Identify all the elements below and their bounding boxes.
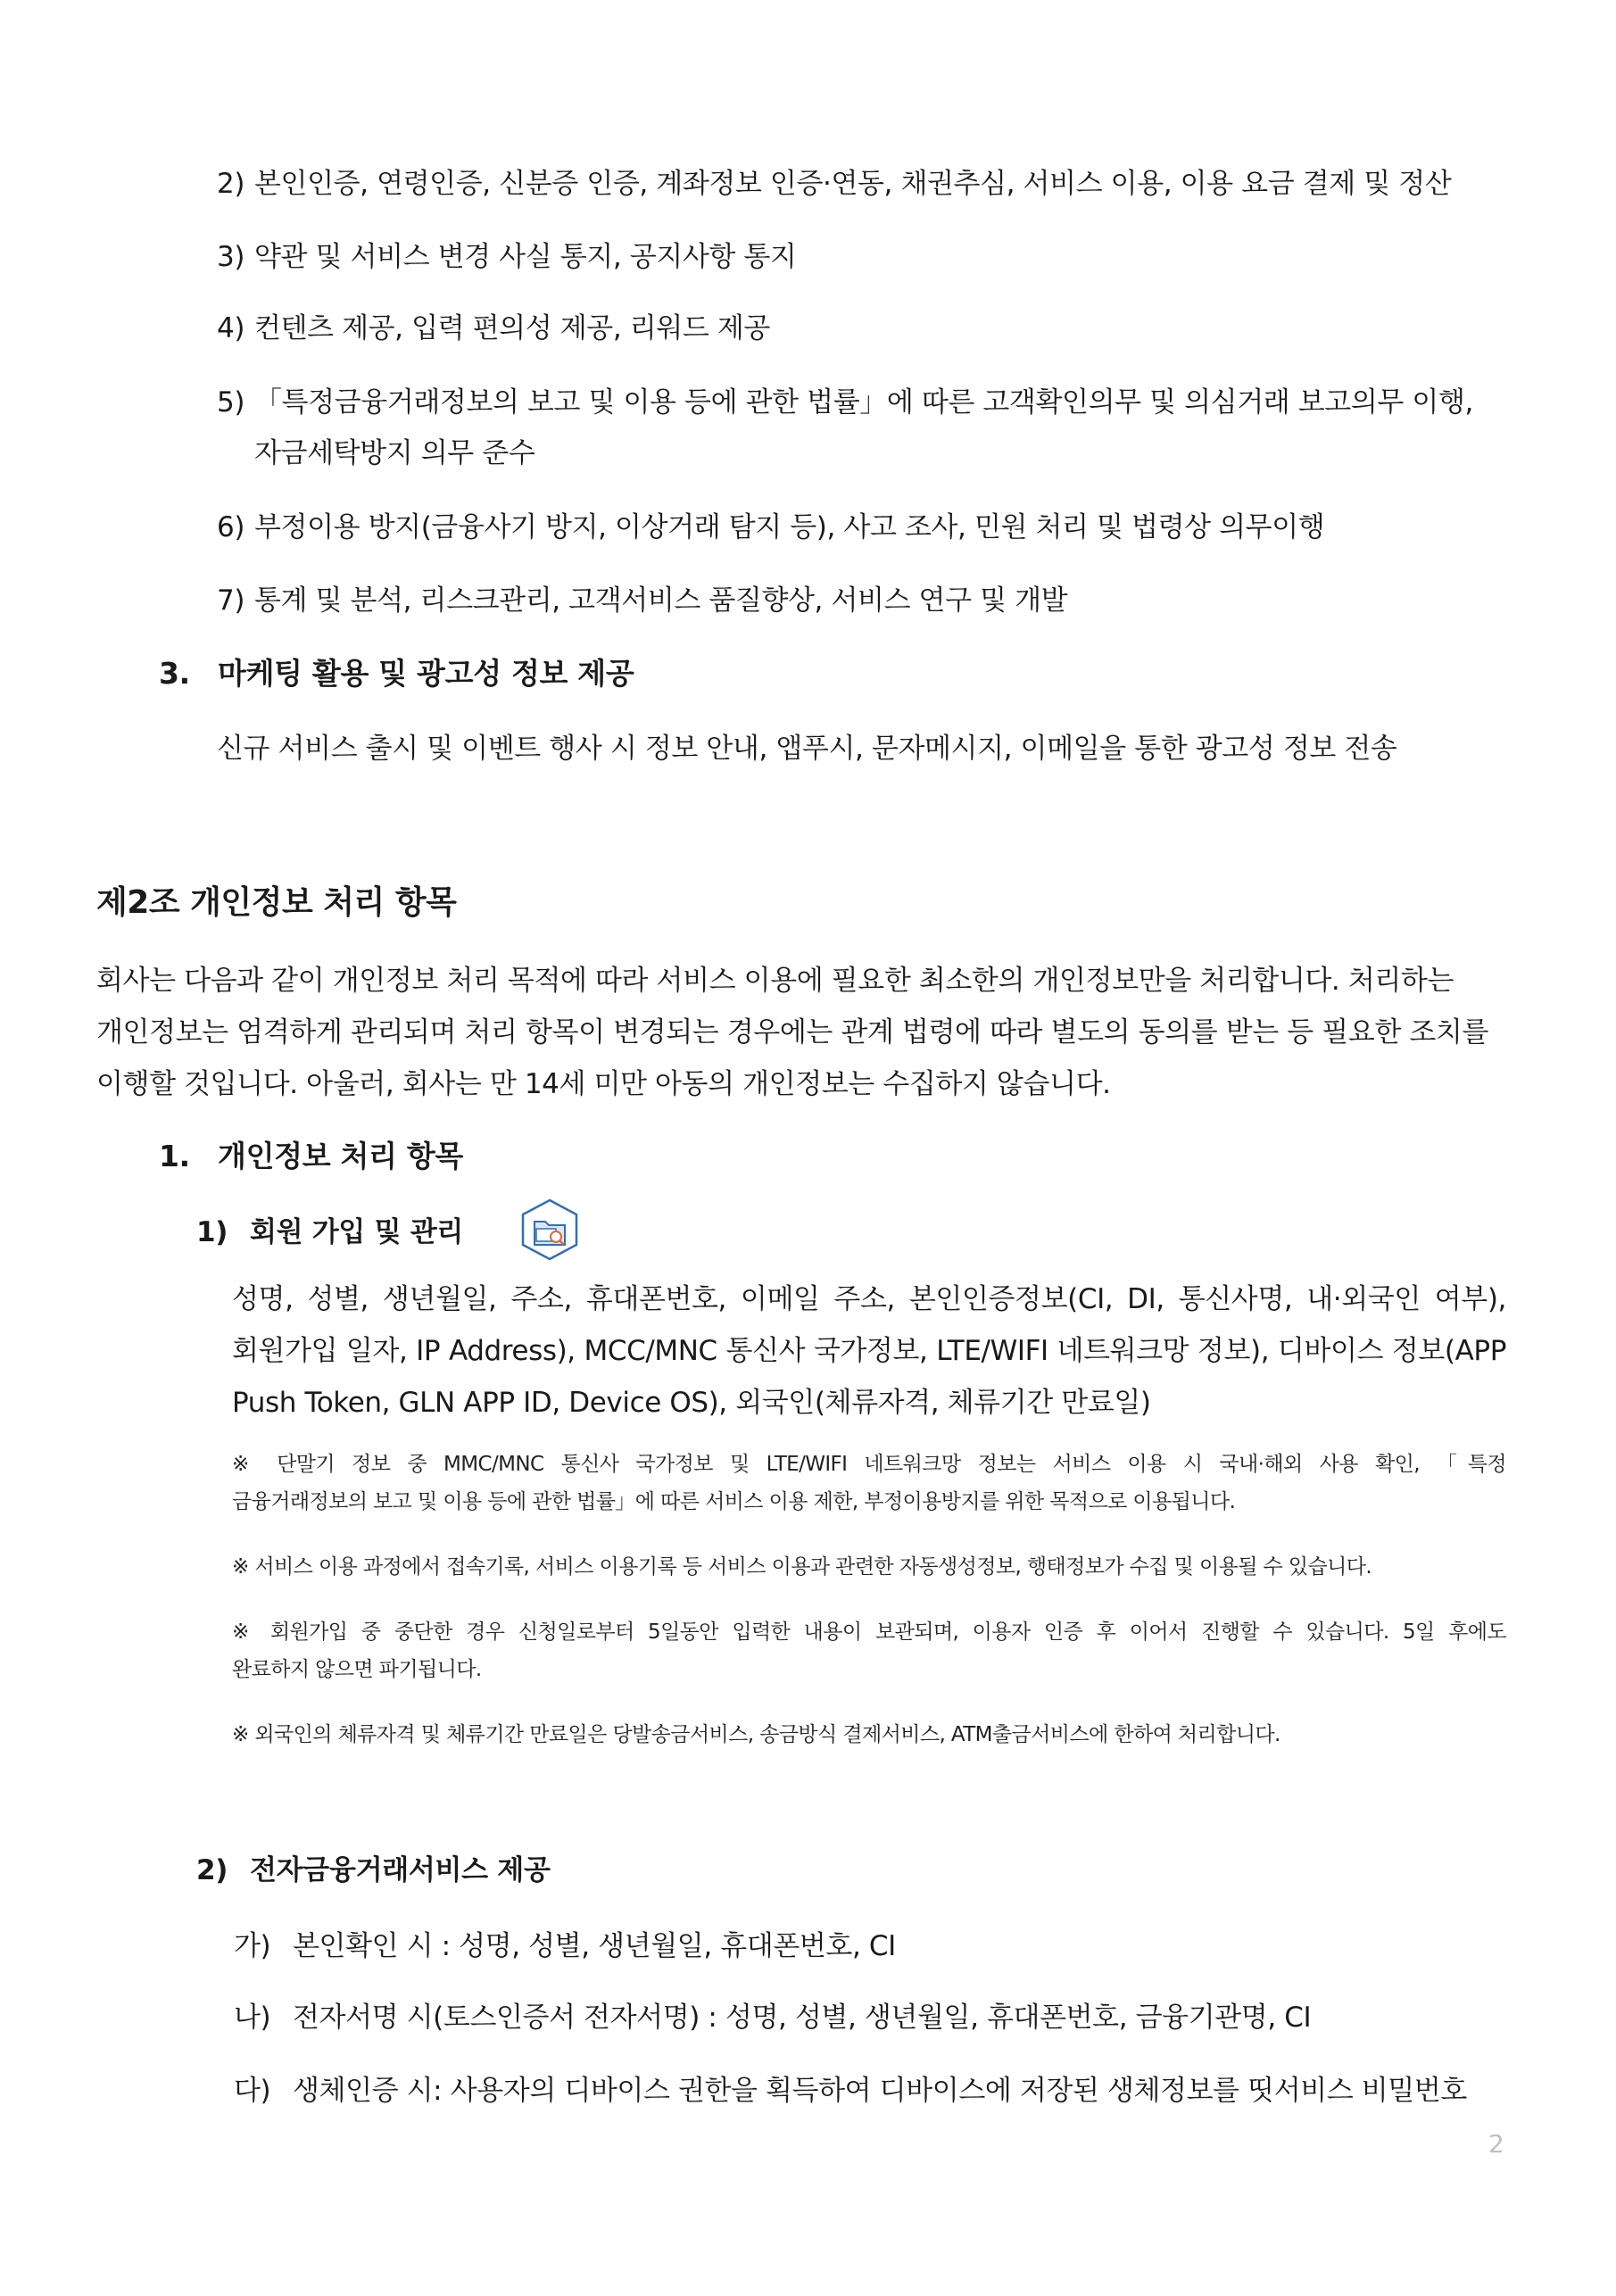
note-1-line-1: ※ 단말기 정보 중 MMC/MNC 통신사 국가정보 및 LTE/WIFI 네트워크망 정보는 서비스 이용 시 국내·해외 사용 확인, 「특정	[232, 1453, 1506, 1476]
section-title: 개인정보 처리 항목	[218, 1139, 464, 1173]
note-3-line-2: 완료하지 않으면 파기됩니다.	[232, 1658, 482, 1681]
marketing-body: 신규 서비스 출시 및 이벤트 행사 시 정보 안내, 앱푸시, 문자메시지, 이메일을 통한 광고성 정보 전송	[217, 733, 1397, 765]
marketing-heading	[159, 651, 634, 692]
efinance-item-ga	[234, 1923, 896, 1963]
article-intro-line-1: 회사는 다음과 같이 개인정보 처리 목적에 따라 서비스 이용에 필요한 최소한의 개인정보만을 처리합니다. 처리하는	[96, 965, 1454, 997]
section-number: 1.	[159, 1139, 190, 1173]
purpose-item-4	[217, 305, 770, 345]
item-text: 「특정금융거래정보의 보고 및 이용 등에 관한 법률」에 따른 고객확인의무 및 의심거래 보고의무 이행,	[254, 386, 1473, 419]
membership-body-line-2: 회원가입 일자, IP Address), MCC/MNC 통신사 국가정보, LTE/WIFI 네트워크망 정보), 디바이스 정보(APP	[232, 1335, 1506, 1367]
section-number: 3.	[159, 656, 190, 691]
item-text: 본인확인 시 : 성명, 성별, 생년월일, 휴대폰번호, CI	[293, 1930, 896, 1962]
purpose-item-7	[217, 577, 1067, 618]
article-intro-line-3: 이행할 것입니다. 아울러, 회사는 만 14세 미만 아동의 개인정보는 수집하지 않습니다.	[96, 1068, 1111, 1100]
note-3-line-1: ※ 회원가입 중 중단한 경우 신청일로부터 5일동안 입력한 내용이 보관되며, 이용자 인증 후 이어서 진행할 수 있습니다. 5일 후에도	[232, 1620, 1506, 1644]
item-number: 나)	[234, 2002, 271, 2034]
purpose-item-5-continuation: 자금세탁방지 의무 준수	[254, 437, 535, 469]
subsection-title: 전자금융거래서비스 제공	[250, 1854, 551, 1886]
subsection-number: 1)	[196, 1216, 228, 1248]
purpose-item-5	[217, 379, 1473, 419]
purpose-item-6	[217, 504, 1324, 544]
item-number: 6)	[217, 511, 245, 543]
item-number: 3)	[217, 241, 245, 273]
purpose-item-2	[217, 161, 1451, 201]
item-text: 부정이용 방지(금융사기 방지, 이상거래 탐지 등), 사고 조사, 민원 처리 및 법령상 의무이행	[254, 511, 1325, 543]
item-text: 생체인증 시: 사용자의 디바이스 권한을 획득하여 디바이스에 저장된 생체정보를 띳서비스 비밀번호	[293, 2075, 1467, 2107]
membership-heading	[196, 1209, 463, 1249]
item-number: 2)	[217, 168, 245, 200]
note-1-line-2: 금융거래정보의 보고 및 이용 등에 관한 법률」에 따른 서비스 이용 제한, 부정이용방지를 위한 목적으로 이용됩니다.	[232, 1490, 1236, 1513]
page-number: 2	[1488, 2129, 1504, 2159]
membership-body-line-3: Push Token, GLN APP ID, Device OS), 외국인(체류자격, 체류기간 만료일)	[232, 1387, 1151, 1419]
subsection-number: 2)	[196, 1854, 228, 1886]
item-number: 5)	[217, 386, 245, 419]
item-text: 컨텐츠 제공, 입력 편의성 제공, 리워드 제공	[254, 312, 770, 344]
article-title: 제2조 개인정보 처리 항목	[96, 884, 457, 921]
efinance-item-na	[234, 1994, 1311, 2035]
article-intro-line-2: 개인정보는 엄격하게 관리되며 처리 항목이 변경되는 경우에는 관계 법령에 따라 별도의 동의를 받는 등 필요한 조치를	[96, 1016, 1489, 1049]
item-text: 본인인증, 연령인증, 신분증 인증, 계좌정보 인증·연동, 채권추심, 서비스 이용, 이용 요금 결제 및 정산	[254, 168, 1452, 200]
item-text: 약관 및 서비스 변경 사실 통지, 공지사항 통지	[254, 241, 797, 273]
item-number: 7)	[217, 584, 245, 617]
item-number: 다)	[234, 2075, 271, 2107]
item-number: 4)	[217, 312, 245, 344]
purpose-item-3	[217, 234, 796, 274]
item-text: 통계 및 분석, 리스크관리, 고객서비스 품질향상, 서비스 연구 및 개발	[254, 584, 1068, 617]
subsection-title: 회원 가입 및 관리	[250, 1216, 463, 1248]
note-4: ※ 외국인의 체류자격 및 체류기간 만료일은 당발송금서비스, 송금방식 결제서비스, ATM출금서비스에 한하여 처리합니다.	[232, 1723, 1280, 1746]
efinance-item-da	[234, 2068, 1467, 2108]
note-2: ※ 서비스 이용 과정에서 접속기록, 서비스 이용기록 등 서비스 이용과 관련한 자동생성정보, 행태정보가 수집 및 이용될 수 있습니다.	[232, 1555, 1372, 1579]
section-title: 마케팅 활용 및 광고성 정보 제공	[218, 656, 634, 691]
item-text: 전자서명 시(토스인증서 전자서명) : 성명, 성별, 생년월일, 휴대폰번호, 금융기관명, CI	[293, 2002, 1312, 2034]
efinance-heading	[196, 1847, 551, 1887]
membership-body-line-1: 성명, 성별, 생년월일, 주소, 휴대폰번호, 이메일 주소, 본인인증정보(CI, DI, 통신사명, 내·외국인 여부),	[232, 1283, 1506, 1315]
item-number: 가)	[234, 1930, 271, 1962]
section-heading-1	[159, 1133, 463, 1175]
personal-info-folder-icon	[518, 1198, 581, 1262]
